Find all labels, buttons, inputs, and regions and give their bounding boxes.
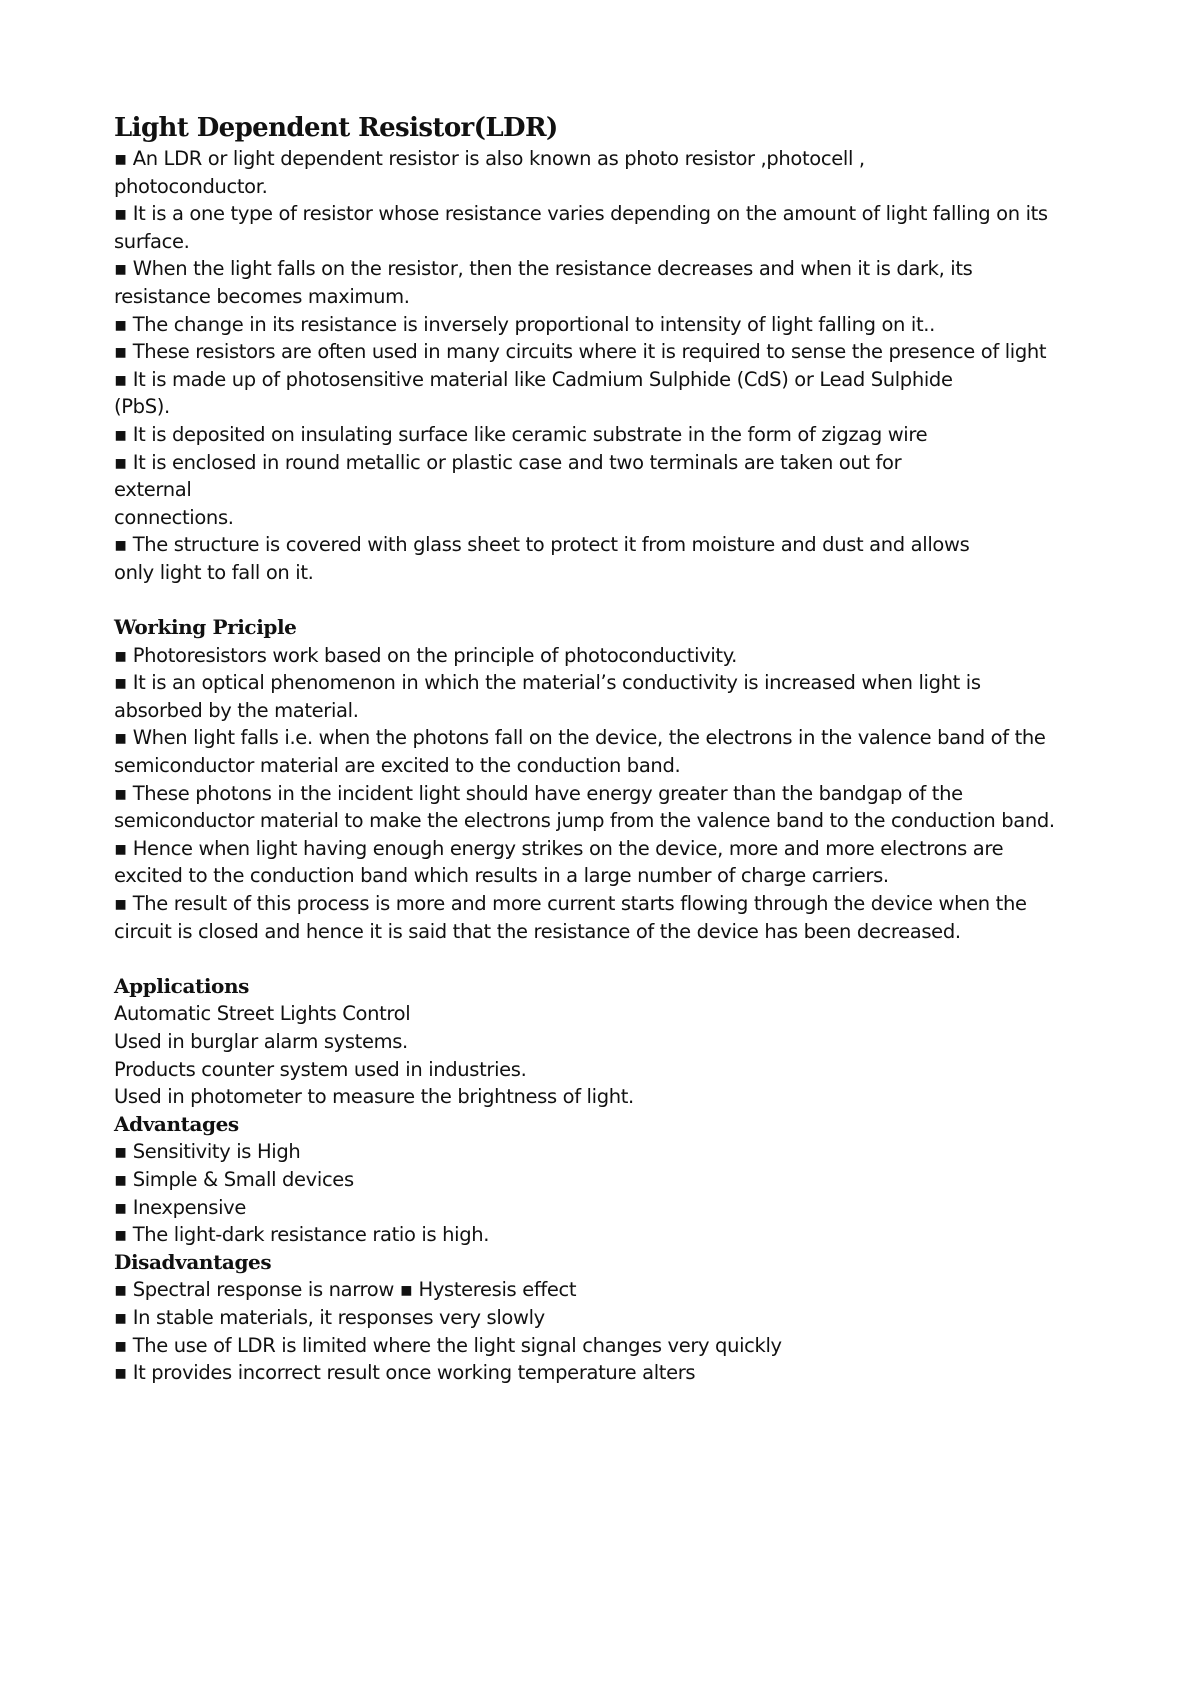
disadvantages-heading: Disadvantages xyxy=(114,1249,272,1274)
text-line: ▪ Hence when light having enough energy strikes on the device, more and more electrons are xyxy=(114,836,1004,860)
text-line: semiconductor material to make the electrons jump from the valence band to the conduction band. xyxy=(114,809,1055,833)
advantages-heading: Advantages xyxy=(114,1111,239,1136)
text-line: absorbed by the material. xyxy=(114,698,359,722)
text-line: ▪ Simple & Small devices xyxy=(114,1167,354,1191)
text-line: only light to fall on it. xyxy=(114,560,314,584)
text-line: ▪ In stable materials, it responses very slowly xyxy=(114,1305,545,1329)
text-line: resistance becomes maximum. xyxy=(114,284,410,308)
text-line: ▪ The result of this process is more and more current starts flowing through the device when the xyxy=(114,892,1027,916)
document-page xyxy=(114,113,1094,1387)
working-heading: Working Priciple xyxy=(114,615,297,640)
text-line: Used in burglar alarm systems. xyxy=(114,1030,408,1053)
text-line: ▪ Inexpensive xyxy=(114,1195,247,1219)
disadvantages-section xyxy=(114,1249,1094,1387)
text-line: ▪ It provides incorrect result once working temperature alters xyxy=(114,1361,696,1385)
text-line: ▪ It is enclosed in round metallic or plastic case and two terminals are taken out for xyxy=(114,450,902,474)
text-line: connections. xyxy=(114,505,234,529)
text-line: ▪ When the light falls on the resistor, then the resistance decreases and when it is dark, its xyxy=(114,257,973,281)
text-line: ▪ Sensitivity is High xyxy=(114,1140,301,1164)
text-line: ▪ The change in its resistance is inversely proportional to intensity of light falling on it.. xyxy=(114,312,935,336)
paragraph-spacer xyxy=(114,945,1094,973)
text-line: ▪ Photoresistors work based on the principle of photoconductivity. xyxy=(114,643,737,667)
text-line: ▪ It is a one type of resistor whose resistance varies depending on the amount of light falling on its xyxy=(114,202,1048,226)
text-line: Products counter system used in industries. xyxy=(114,1057,527,1081)
text-line: ▪ It is deposited on insulating surface like ceramic substrate in the form of zigzag wire xyxy=(114,422,928,446)
text-line: surface. xyxy=(114,229,190,253)
text-line: ▪ It is an optical phenomenon in which the material’s conductivity is increased when light is xyxy=(114,671,981,695)
document-title: Light Dependent Resistor(LDR) xyxy=(114,113,558,143)
text-line: semiconductor material are excited to the conduction band. xyxy=(114,754,681,778)
text-line: ▪ When light falls i.e. when the photons fall on the device, the electrons in the valence band of the xyxy=(114,726,1046,750)
text-line: Automatic Street Lights Control xyxy=(114,1002,411,1026)
text-line: ▪ The light-dark resistance ratio is high. xyxy=(114,1223,490,1247)
advantages-section xyxy=(114,1111,1094,1249)
text-line: ▪ Spectral response is narrow ▪ Hysteresis effect xyxy=(114,1278,577,1302)
text-line: Used in photometer to measure the brightness of light. xyxy=(114,1085,634,1109)
text-line: photoconductor. xyxy=(114,174,268,198)
text-line: ▪ These resistors are often used in many circuits where it is required to sense the presence of light xyxy=(114,340,1047,364)
text-line: ▪ These photons in the incident light should have energy greater than the bandgap of the xyxy=(114,781,963,805)
applications-section xyxy=(114,973,1094,1111)
text-line: ▪ An LDR or light dependent resistor is also known as photo resistor ,photocell , xyxy=(114,147,865,170)
text-line: ▪ The structure is covered with glass sheet to protect it from moisture and dust and allows xyxy=(114,533,970,557)
text-line: excited to the conduction band which results in a large number of charge carriers. xyxy=(114,864,889,888)
text-line: external xyxy=(114,478,192,502)
text-line: ▪ It is made up of photosensitive material like Cadmium Sulphide (CdS) or Lead Sulphide xyxy=(114,367,953,391)
applications-heading: Applications xyxy=(114,973,249,998)
text-line: circuit is closed and hence it is said that the resistance of the device has been decreased. xyxy=(114,919,961,943)
working-section xyxy=(114,614,1094,945)
paragraph-spacer xyxy=(114,587,1094,615)
text-line: (PbS). xyxy=(114,395,170,419)
intro-section xyxy=(114,145,1094,587)
text-line: ▪ The use of LDR is limited where the light signal changes very quickly xyxy=(114,1333,782,1357)
